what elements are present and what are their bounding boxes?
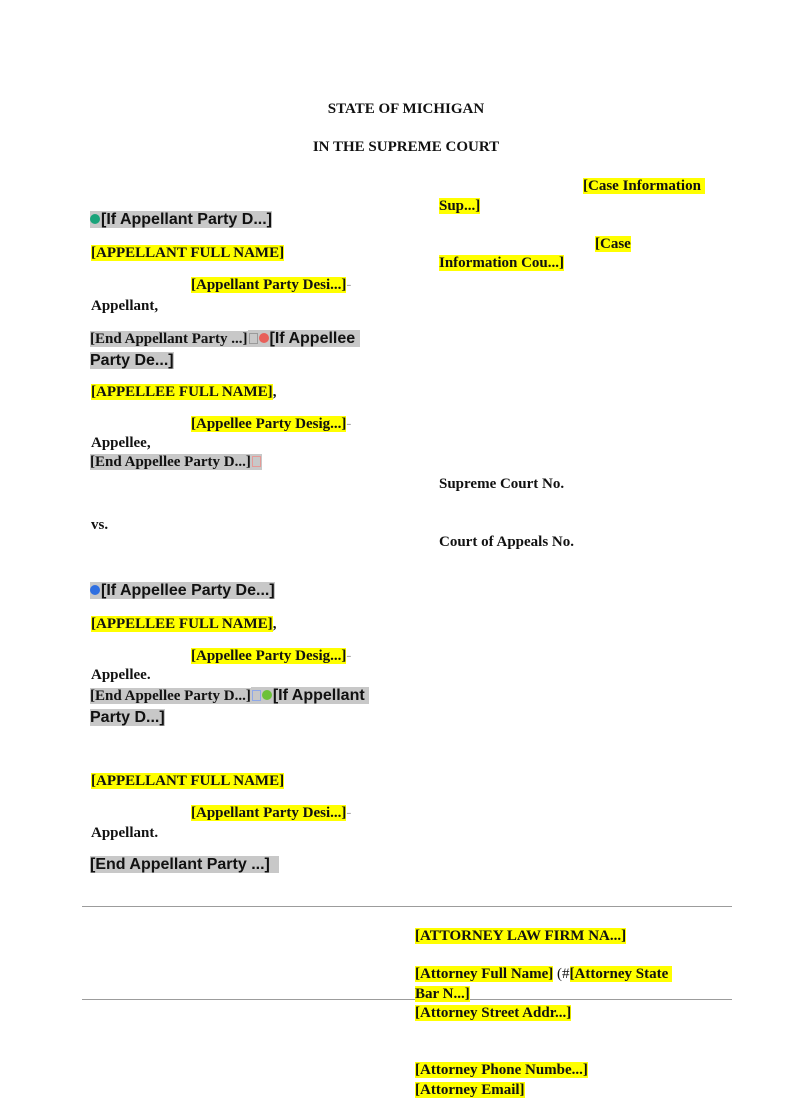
red-dot-icon (259, 333, 269, 343)
court-of-appeals-no-label: Court of Appeals No. (439, 534, 575, 550)
if-appellee-condition-cont[interactable]: Party De...] (90, 352, 174, 369)
horizontal-rule (82, 999, 732, 1000)
attorney-email-field[interactable]: [Attorney Email] (415, 1082, 525, 1098)
end-appellant-condition[interactable]: [End Appellant Party ...] [If Appellee (90, 330, 360, 348)
if-appellant-condition-cont[interactable]: Party D...] (90, 709, 165, 726)
if-appellee-condition[interactable]: [If Appellee Party De...] (90, 582, 275, 600)
teal-dot-icon (90, 214, 100, 224)
end-appellee-condition-2[interactable]: [End Appellee Party D...] [If Appellant (90, 687, 369, 705)
attorney-street-field[interactable]: [Attorney Street Addr...] (415, 1005, 572, 1021)
attorney-law-firm-field[interactable]: [ATTORNEY LAW FIRM NA...] (415, 928, 627, 944)
appellant-full-name-field-2[interactable]: [APPELLANT FULL NAME] (91, 773, 285, 789)
appellant-label: Appellant, (91, 298, 159, 314)
field-marker-icon (249, 333, 258, 344)
versus-label: vs. (91, 517, 109, 533)
end-appellant-condition-2[interactable]: [End Appellant Party ...] (90, 856, 279, 874)
case-info-supreme-field[interactable]: [Case Information (583, 178, 705, 195)
supreme-court-no-label: Supreme Court No. (439, 476, 565, 492)
green-dot-icon (262, 690, 272, 700)
field-marker-icon (252, 690, 261, 701)
appellant-label-2: Appellant. (91, 825, 159, 841)
appellee-label-2: Appellee. (91, 667, 151, 683)
state-heading: STATE OF MICHIGAN (327, 101, 485, 117)
appellee-designation-field[interactable]: [Appellee Party Desig...]- (191, 416, 352, 432)
appellant-designation-field[interactable]: [Appellant Party Desi...]- (191, 277, 352, 293)
horizontal-rule (82, 906, 732, 907)
appellee-designation-field-2[interactable]: [Appellee Party Desig...]- (191, 648, 352, 664)
court-heading: IN THE SUPREME COURT (312, 139, 500, 155)
blue-dot-icon (90, 585, 100, 595)
field-marker-icon (252, 456, 261, 467)
attorney-state-bar-field-cont[interactable]: Bar N...] (415, 986, 470, 1002)
case-info-supreme-field-cont[interactable]: Sup...] (439, 198, 481, 214)
attorney-phone-field[interactable]: [Attorney Phone Numbe...] (415, 1062, 588, 1078)
appellant-designation-field-2[interactable]: [Appellant Party Desi...]- (191, 805, 352, 821)
appellee-full-name-field[interactable]: [APPELLEE FULL NAME], (91, 384, 277, 400)
case-info-court-field[interactable]: [Case (595, 236, 631, 252)
end-appellee-condition[interactable]: [End Appellee Party D...] (90, 454, 262, 471)
attorney-name-line[interactable]: [Attorney Full Name] (#[Attorney State (415, 966, 672, 983)
appellant-full-name-field[interactable]: [APPELLANT FULL NAME] (91, 245, 285, 261)
case-info-court-field-cont[interactable]: Information Cou...] (439, 255, 565, 271)
if-appellant-condition[interactable]: [If Appellant Party D...] (90, 211, 272, 229)
appellee-full-name-field-2[interactable]: [APPELLEE FULL NAME], (91, 616, 277, 632)
appellee-label: Appellee, (91, 435, 151, 451)
